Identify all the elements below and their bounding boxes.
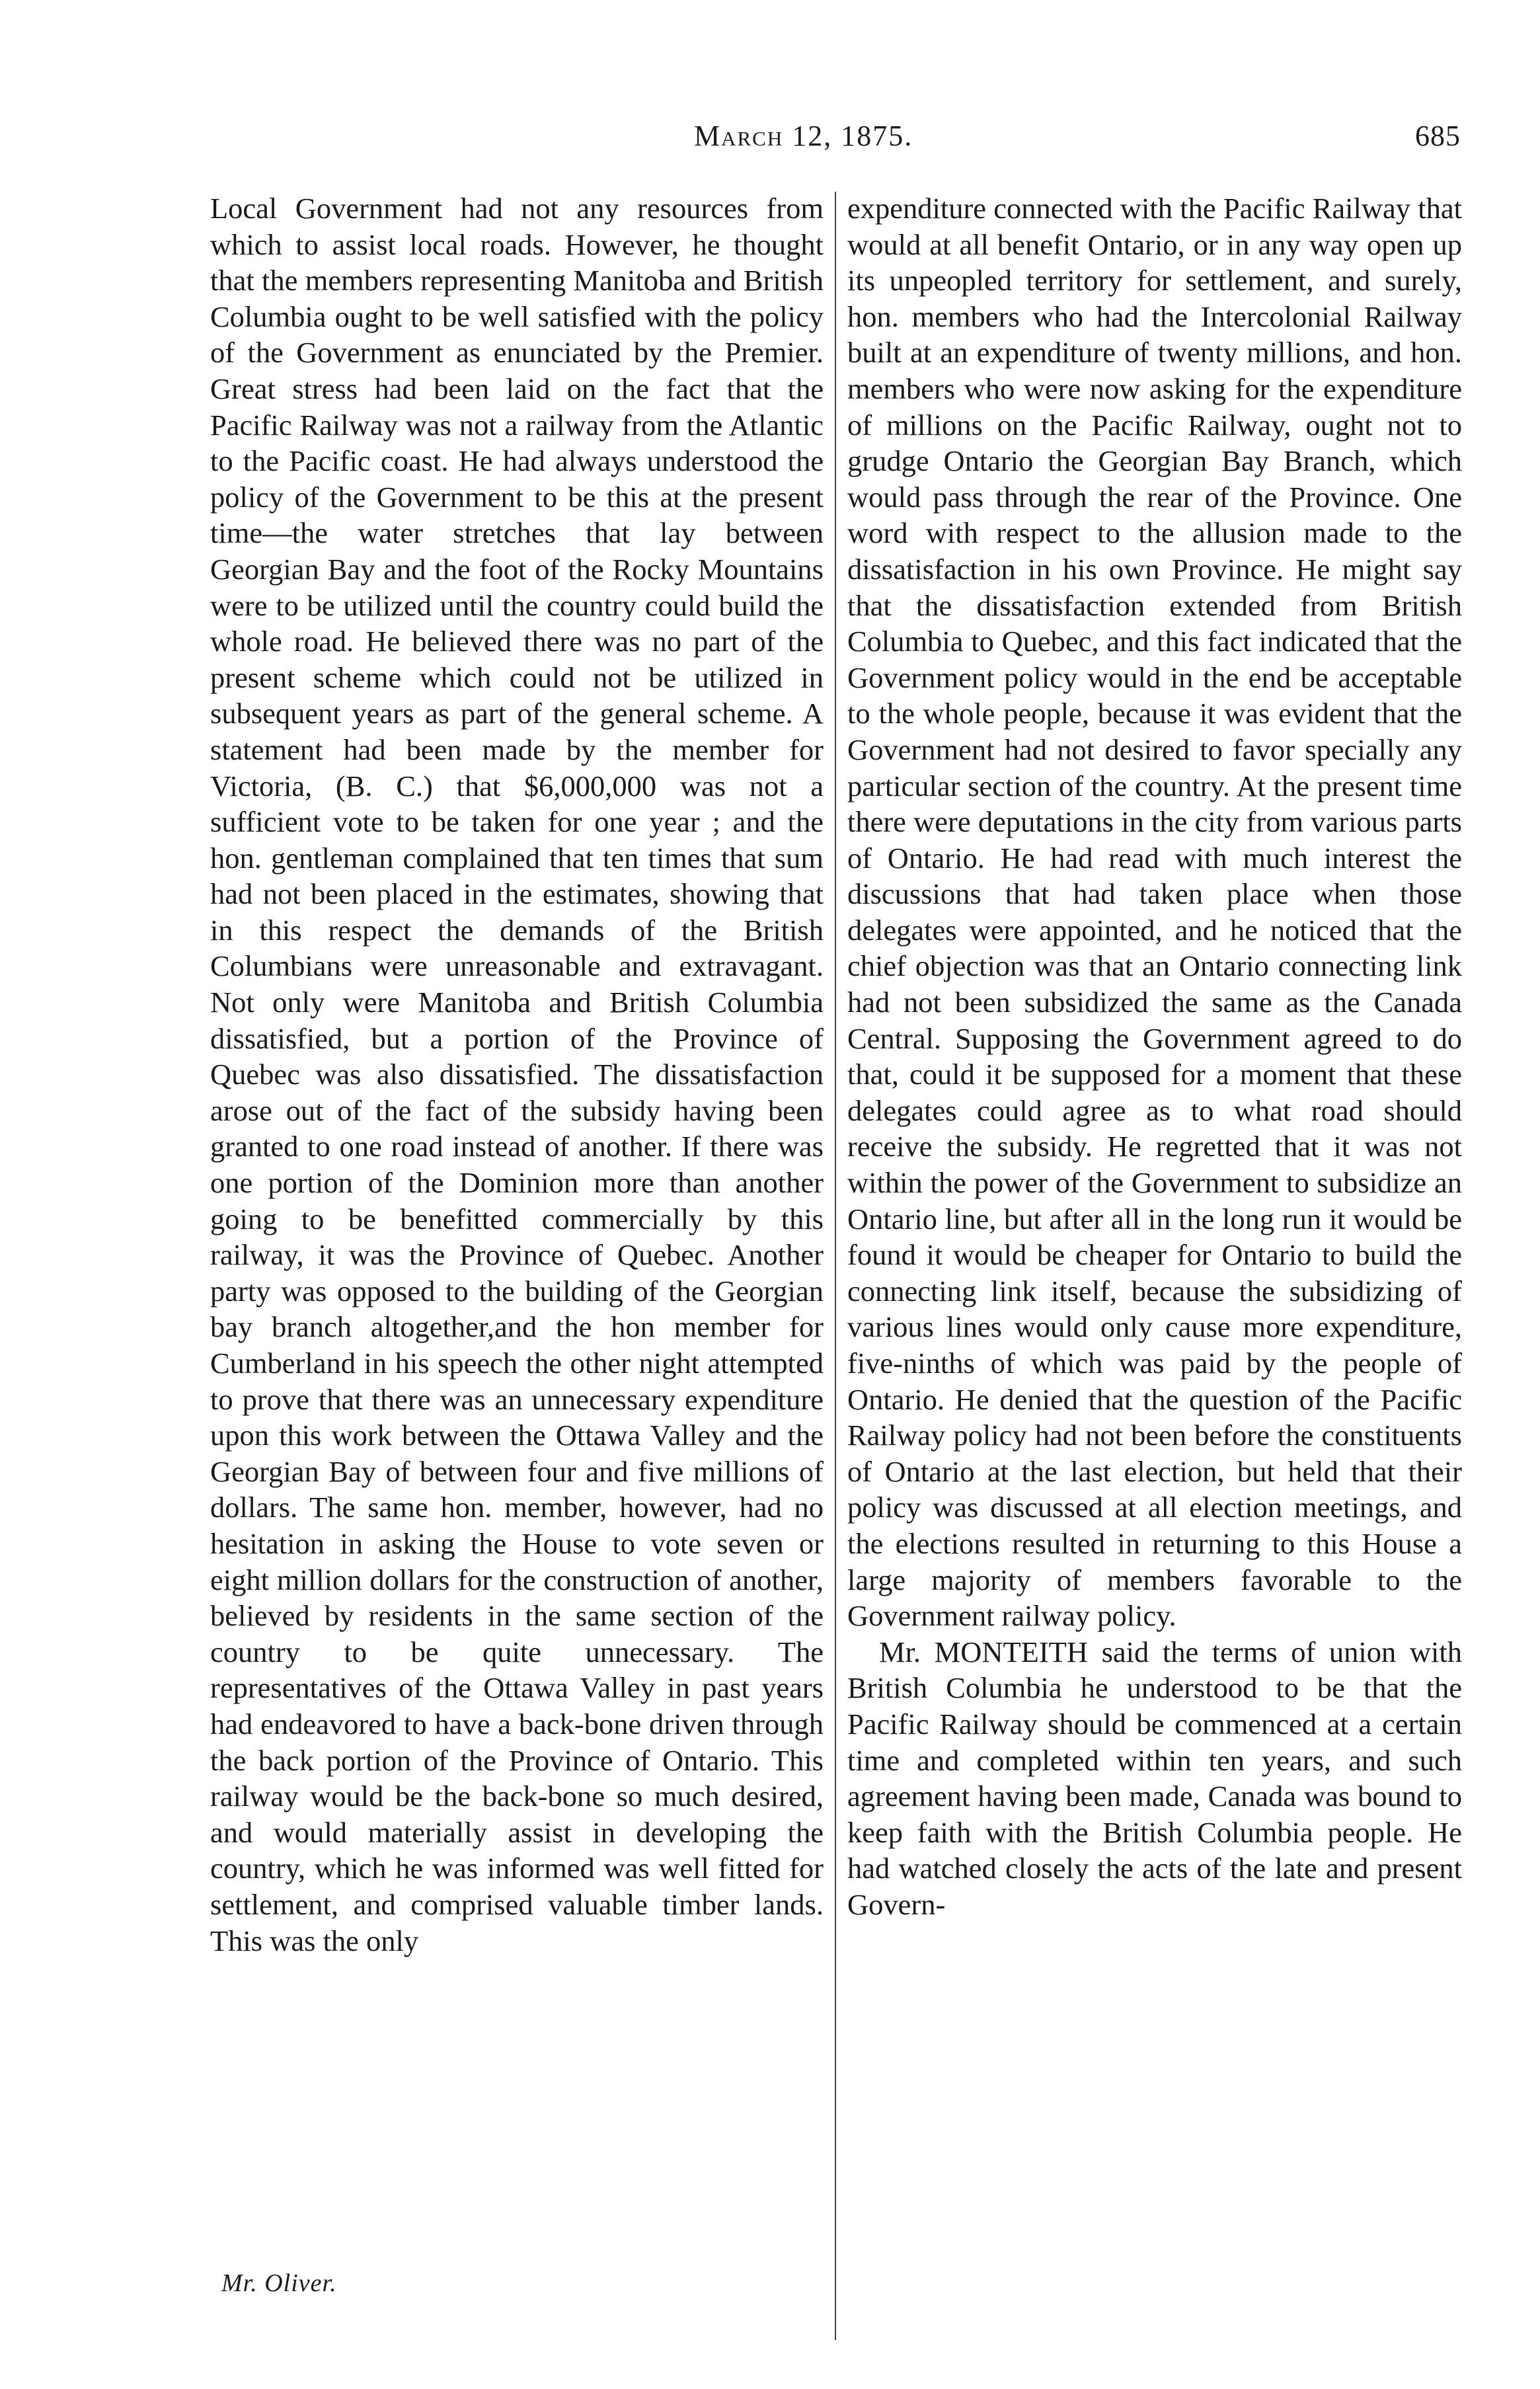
right-paragraph-2: Mr. MONTEITH said the terms of union with British Columbia he understood to be that the Pacific Railway should be commenced at a certain time and completed within ten years, and such agreement having been made, Canada was bound to keep faith with the British Columbia people. He had watched closely the acts of the late and present Govern- [847,1635,1462,1921]
footer-speaker-name: Mr. Oliver. [221,2269,337,2297]
left-column [210,190,824,1959]
page-number: 685 [1415,120,1461,152]
right-paragraph-1: expenditure connected with the Pacific Railway that would at all benefit Ontario, or in any way open up its unpeopled territory for settlement, and surely, hon. members who had the Intercolonial Railway built at an expenditure of twenty millions, and hon. members who were now asking for the expenditure of millions on the Pacific Railway, ought not to grudge Ontario the Georgian Bay Branch, which would pass through the rear of the Province. One word with respect to the allusion made to the dissatisfaction in his own Province. He might say that the dissatisfaction extended from British Columbia to Quebec, and this fact indicated that the Government policy would in the end be acceptable to the whole people, because it was evident that the Government had not desired to favor specially any particular section of the country. At the present time there were deputations in the city from various parts of Ontario. He had read with much interest the discussions that had taken place when those delegates were appointed, and he noticed that the chief objection was that an Ontario connecting link had not been subsidized the same as the Canada Central. Supposing the Government agreed to do that, could it be supposed for a moment that these delegates could agree as to what road should receive the subsidy. He regretted that it was not within the power of the Government to subsidize an Ontario line, but after all in the long run it would be found it would be cheaper for Ontario to build the connecting link itself, because the subsidizing of various lines would only cause more expenditure, five-ninths of which was paid by the people of Ontario. He denied that the question of the Pacific Railway policy had not been before the constituents of Ontario at the last election, but held that their policy was discussed at all election meetings, and the elections resulted in returning to this House a large majority of members favorable to the Government railway policy. [847,192,1462,1633]
running-head [198,119,1461,165]
column-divider [835,192,836,2340]
page-date: March 12, 1875. [694,120,913,152]
left-paragraph-1: Local Government had not any resources from which to assist local roads. However, he thought that the members representing Manitoba and British Columbia ought to be well satisfied with the policy of the Government as enunciated by the Premier. Great stress had been laid on the fact that the Pacific Railway was not a railway from the Atlantic to the Pacific coast. He had always understood the policy of the Government to be this at the present time—the water stretches that lay between Georgian Bay and the foot of the Rocky Mountains were to be utilized until the country could build the whole road. He believed there was no part of the present scheme which could not be utilized in subsequent years as part of the general scheme. A statement had been made by the member for Victoria, (B. C.) that $6,000,000 was not a sufficient vote to be taken for one year ; and the hon. gentleman complained that ten times that sum had not been placed in the estimates, showing that in this respect the demands of the British Columbians were unreasonable and extravagant. Not only were Manitoba and British Columbia dissatisfied, but a portion of the Province of Quebec was also dissatisfied. The dissatisfaction arose out of the fact of the subsidy having been granted to one road instead of another. If there was one portion of the Dominion more than another going to be benefitted commercially by this railway, it was the Province of Quebec. Another party was opposed to the building of the Georgian bay branch altogether,and the hon member for Cumberland in his speech the other night attempted to prove that there was an unnecessary expenditure upon this work between the Ottawa Valley and the Georgian Bay of between four and five millions of dollars. The same hon. member, however, had no hesitation in asking the House to vote seven or eight million dollars for the construction of another, believed by residents in the same section of the country to be quite unnecessary. The representatives of the Ottawa Valley in past years had endeavored to have a back-bone driven through the back portion of the Province of Ontario. This railway would be the back-bone so much desired, and would materially assist in developing the country, which he was informed was well fitted for settlement, and comprised valuable timber lands. This was the only [210,192,824,1957]
right-column [847,190,1462,1923]
